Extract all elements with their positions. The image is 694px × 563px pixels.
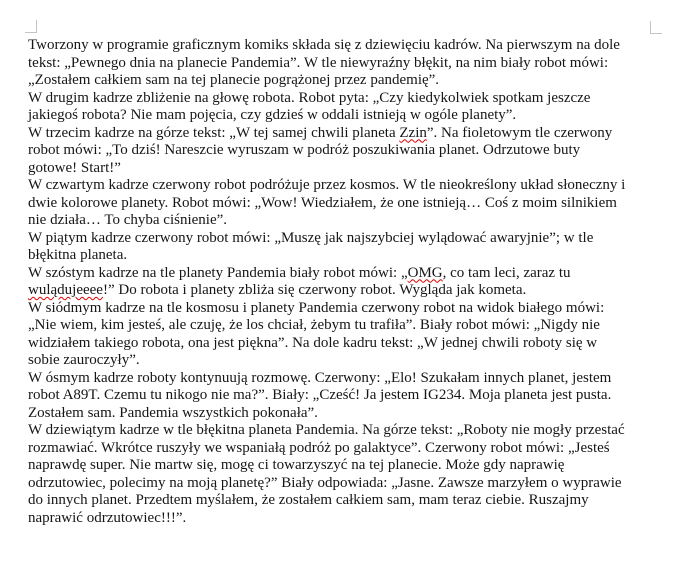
text-line[interactable] xyxy=(28,265,668,283)
text-segment[interactable]: W trzecim kadrze na górze tekst: „W tej samej chwili planeta xyxy=(28,124,400,141)
document-text[interactable] xyxy=(28,37,668,527)
text-segment[interactable]: odrzutowiec, polecimy na moją planetę?” Biały odpowiada: „Jasne. Zawsze marzyłem o wyprawie xyxy=(28,474,622,491)
text-segment[interactable]: dwie kolorowe planety. Robot mówi: „Wow! Wiedziałem, że one istnieją… Coś z moim silnikiem xyxy=(28,194,617,211)
text-segment[interactable]: naprawić odrzutowiec!!!”. xyxy=(28,509,187,526)
text-line[interactable] xyxy=(28,125,668,143)
text-segment[interactable]: jakiegoś robota? Nie mam pojęcia, czy gdzieś w oddali istnieją w ogóle planety”. xyxy=(28,107,517,123)
text-segment[interactable]: !” Do robota i planety zbliża się czerwony robot. Wygląda jak kometa. xyxy=(102,282,527,298)
text-segment[interactable]: Zostałem sam. Pandemia wszystkich pokonała”. xyxy=(28,404,318,421)
text-segment[interactable]: W dziewiątym kadrze w tle błękitna planeta Pandemia. Na górze tekst: „Roboty nie mogły przestać xyxy=(28,422,625,438)
text-segment[interactable]: , co tam leci, zaraz tu xyxy=(442,264,571,281)
text-segment[interactable]: sobie zauroczyły”. xyxy=(28,352,140,368)
text-line[interactable] xyxy=(28,37,668,55)
misspelled-word[interactable]: Zzin xyxy=(399,124,427,141)
text-line[interactable] xyxy=(28,510,668,528)
text-line[interactable] xyxy=(28,107,668,125)
text-segment[interactable]: naprawdę super. Nie martw się, mogę ci towarzyszyć na tej planecie. Może gdy naprawię xyxy=(28,457,565,473)
text-line[interactable] xyxy=(28,335,668,353)
text-segment[interactable]: W ósmym kadrze roboty kontynuują rozmowę. Czerwony: „Elo! Szukałam innych planet, jestem xyxy=(28,369,612,386)
text-line[interactable] xyxy=(28,457,668,475)
text-segment[interactable]: W czwartym kadrze czerwony robot podróżuje przez kosmos. W tle nieokreślony układ słoneczny i xyxy=(28,177,626,193)
margin-crop-mark-top-left xyxy=(25,20,37,33)
text-line[interactable] xyxy=(28,422,668,440)
text-line[interactable] xyxy=(28,300,668,318)
text-segment[interactable]: błękitna planeta. xyxy=(28,247,128,263)
text-segment[interactable]: nie działa… To chyba ciśnienie”. xyxy=(28,212,228,228)
text-line[interactable] xyxy=(28,212,668,230)
text-line[interactable] xyxy=(28,90,668,108)
text-line[interactable] xyxy=(28,282,668,300)
text-line[interactable] xyxy=(28,142,668,160)
text-segment[interactable]: W drugim kadrze zbliżenie na głowę robota. Robot pyta: „Czy kiedykolwiek spotkam jeszcze xyxy=(28,89,591,106)
misspelled-word[interactable]: OMG xyxy=(407,264,443,281)
text-line[interactable] xyxy=(28,317,668,335)
text-segment[interactable]: gotowe! Start!” xyxy=(28,159,121,176)
text-segment[interactable]: ”. Na fioletowym tle czerwony xyxy=(426,124,613,141)
text-segment[interactable]: widziałem takiego robota, ona jest piękna”. Na dole kadru tekst: „W jednej chwili roboty się w xyxy=(28,334,598,351)
text-segment[interactable]: Tworzony w programie graficznym komiks składa się z dziewięciu kadrów. Na pierwszym na dole xyxy=(28,37,620,53)
text-line[interactable] xyxy=(28,440,668,458)
text-segment[interactable]: W szóstym kadrze na tle planety Pandemia biały robot mówi: „ xyxy=(28,264,408,281)
text-segment[interactable]: robot mówi: „To dziś! Nareszcie wyruszam w podróż poszukiwania planet. Odrzutowe buty xyxy=(28,142,581,158)
margin-crop-mark-top-right xyxy=(650,21,662,34)
text-line[interactable] xyxy=(28,370,668,388)
text-line[interactable] xyxy=(28,352,668,370)
text-segment[interactable]: do innych planet. Przedtem myślałem, że zostałem całkiem sam, mam teraz ciebie. Ruszajmy xyxy=(28,492,589,508)
text-line[interactable] xyxy=(28,387,668,405)
misspelled-word[interactable]: wulądujeeee xyxy=(28,282,103,298)
text-segment[interactable]: tekst: „Pewnego dnia na planecie Pandemia”. W tle niewyraźny błękit, na nim biały robot mówi: xyxy=(28,54,609,71)
text-line[interactable] xyxy=(28,160,668,178)
text-segment[interactable]: „Zostałem całkiem sam na tej planecie pogrążonej przez pandemię”. xyxy=(28,72,440,88)
text-segment[interactable]: W piątym kadrze czerwony robot mówi: „Muszę jak najszybciej wylądować awaryjnie”; w tle xyxy=(28,229,594,246)
text-line[interactable] xyxy=(28,475,668,493)
text-line[interactable] xyxy=(28,177,668,195)
text-line[interactable] xyxy=(28,55,668,73)
text-line[interactable] xyxy=(28,405,668,423)
text-line[interactable] xyxy=(28,195,668,213)
text-segment[interactable]: W siódmym kadrze na tle kosmosu i planety Pandemia czerwony robot na widok białego mówi: xyxy=(28,299,605,316)
text-segment[interactable]: rozmawiać. Wkrótce ruszyły we wspaniałą podróż po galaktyce”. Czerwony robot mówi: „Jesteś xyxy=(28,439,610,456)
text-line[interactable] xyxy=(28,247,668,265)
text-segment[interactable]: robot A89T. Czemu tu nikogo nie ma?”. Biały: „Cześć! Ja jestem IG234. Moja planeta jest pusta. xyxy=(28,387,612,403)
text-segment[interactable]: „Nie wiem, kim jesteś, ale czuję, że los chciał, żebym tu trafiła”. Biały robot mówi: „Nigdy nie xyxy=(28,317,600,333)
text-line[interactable] xyxy=(28,230,668,248)
text-line[interactable] xyxy=(28,492,668,510)
text-line[interactable] xyxy=(28,72,668,90)
